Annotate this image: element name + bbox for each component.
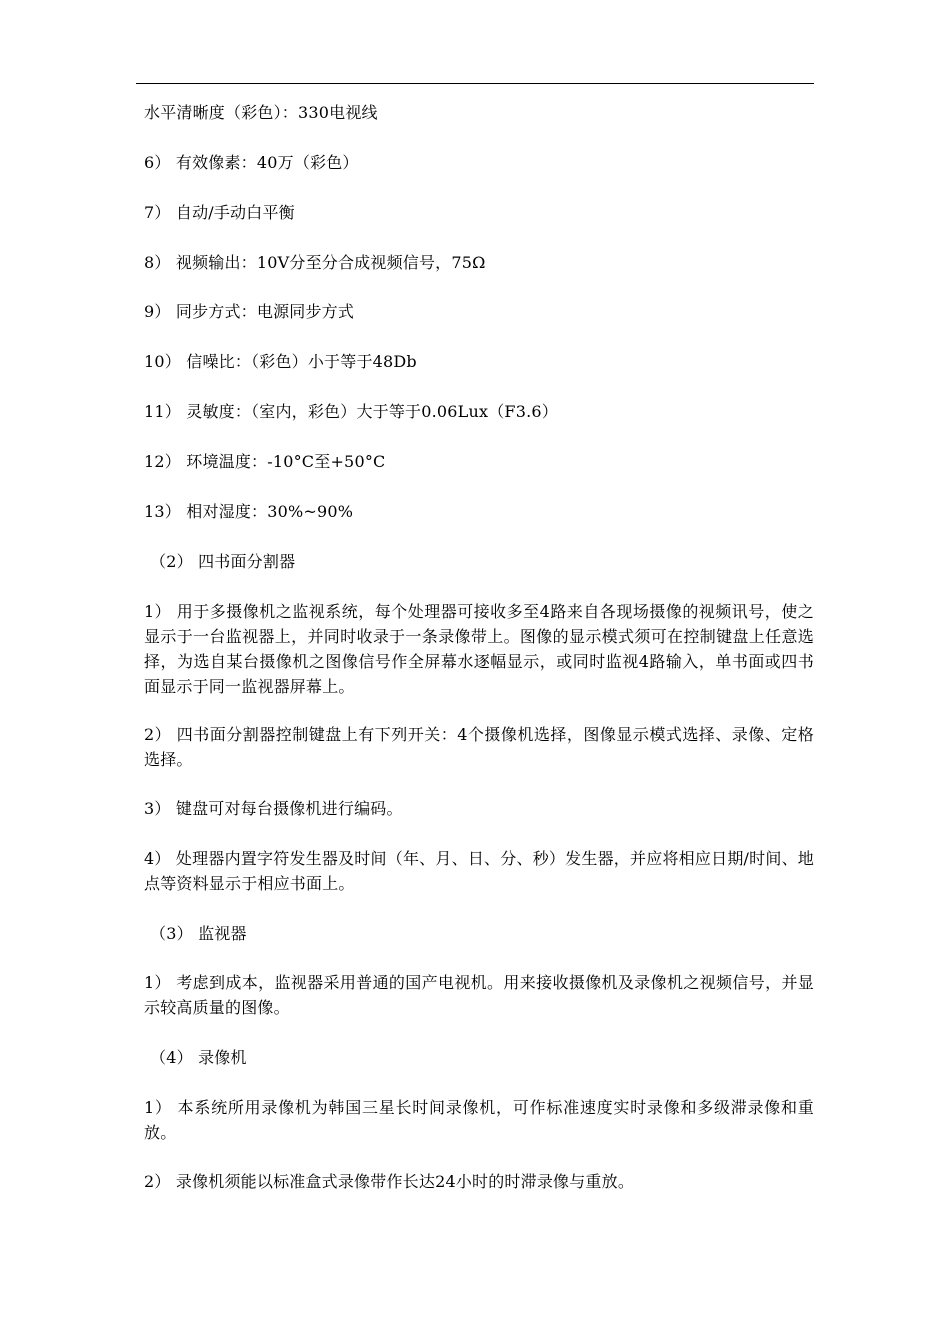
section-recorder: （4） 录像机: [150, 1048, 247, 1067]
spec-snr: 10） 信噪比：（彩色）小于等于48Db: [144, 352, 417, 371]
spec-sensitivity: 11） 灵敏度：（室内，彩色）大于等于0.06Lux（F3.6）: [144, 402, 558, 421]
section-quad-splitter: （2） 四书面分割器: [150, 552, 296, 571]
paragraph-splitter-4: 4） 处理器内置字符发生器及时间（年、月、日、分、秒）发生器，并应将相应日期/时间、地点等资料显示于相应书面上。: [144, 849, 814, 893]
spec-video-output: 8） 视频输出：10V分至分合成视频信号，75Ω: [144, 253, 486, 272]
spec-effective-pixels: 6） 有效像素：40万（彩色）: [144, 153, 359, 172]
paragraph-recorder-1: 1） 本系统所用录像机为韩国三星长时间录像机，可作标准速度实时录像和多级滞录像和重放。: [144, 1098, 814, 1142]
spec-sync-mode: 9） 同步方式：电源同步方式: [144, 302, 355, 321]
paragraph-monitor-1: 1） 考虑到成本，监视器采用普通的国产电视机。用来接收摄像机及录像机之视频信号，并显示较高质量的图像。: [144, 973, 814, 1017]
paragraph-splitter-1: 1） 用于多摄像机之监视系统，每个处理器可接收多至4路来自各现场摄像的视频讯号，使之显示于一台监视器上，并同时收录于一条录像带上。图像的显示模式须可在控制键盘上任意选择，为选自某台摄像机之图像信号作全屏幕水逐幅显示，或同时监视4路输入，单书面或四书面显示于同一监视器屏幕上。: [144, 602, 814, 696]
spec-horizontal-resolution: 水平清晰度（彩色）：330电视线: [144, 103, 378, 122]
section-monitor: （3） 监视器: [150, 924, 247, 943]
paragraph-splitter-3: 3） 键盘可对每台摄像机进行编码。: [144, 799, 403, 818]
paragraph-recorder-2: 2） 录像机须能以标准盒式录像带作长达24小时的时滞录像与重放。: [144, 1172, 635, 1191]
header-rule: [136, 83, 814, 84]
spec-temperature: 12） 环境温度：-10°C至+50°C: [144, 452, 386, 471]
paragraph-splitter-2: 2） 四书面分割器控制键盘上有下列开关：4个摄像机选择，图像显示模式选择、录像、定格选择。: [144, 725, 814, 769]
spec-white-balance: 7） 自动/手动白平衡: [144, 203, 295, 222]
spec-humidity: 13） 相对湿度：30%~90%: [144, 502, 354, 521]
